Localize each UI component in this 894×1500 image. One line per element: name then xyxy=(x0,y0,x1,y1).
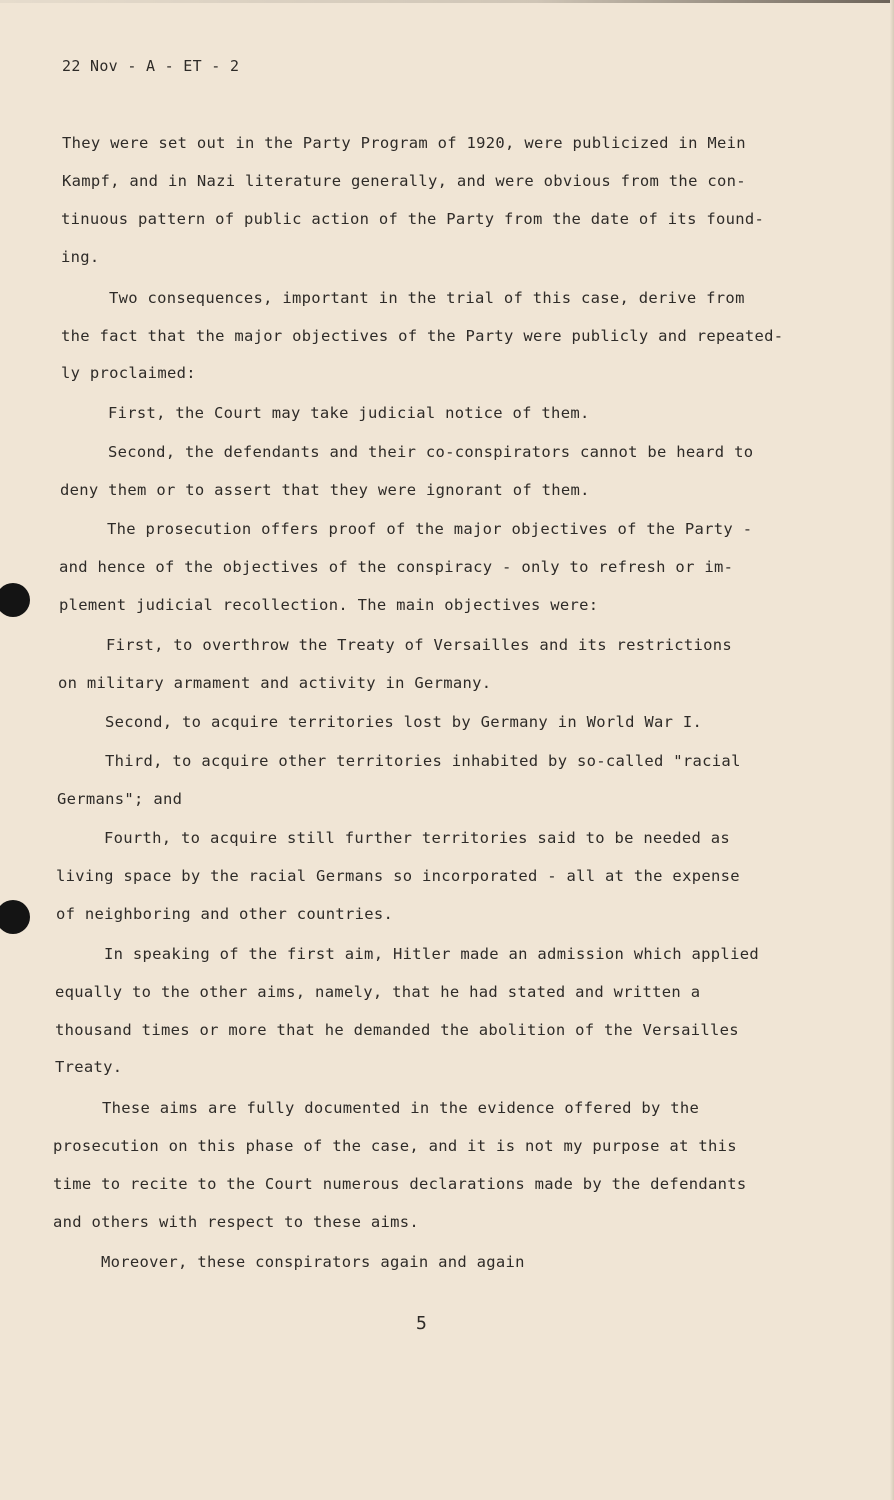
punch-hole-lower xyxy=(0,900,30,934)
page-number: 5 xyxy=(416,1313,427,1334)
text-line: Fourth, to acquire still further territories said to be needed as xyxy=(104,829,731,847)
text-line: These aims are fully documented in the evidence offered by the xyxy=(102,1099,700,1117)
text-line: plement judicial recollection. The main objectives were: xyxy=(59,596,599,614)
text-line: Treaty. xyxy=(55,1058,123,1076)
text-line: of neighboring and other countries. xyxy=(56,905,394,923)
page-right-edge xyxy=(890,0,894,1500)
text-line: living space by the racial Germans so incorporated - all at the expense xyxy=(56,867,740,885)
text-line: and hence of the objectives of the conspiracy - only to refresh or im- xyxy=(59,558,734,576)
page-header: 22 Nov - A - ET - 2 xyxy=(62,57,240,75)
text-line: The prosecution offers proof of the major objectives of the Party - xyxy=(107,520,753,538)
text-line: First, the Court may take judicial notice of them. xyxy=(108,404,590,422)
text-line: prosecution on this phase of the case, and it is not my purpose at this xyxy=(53,1137,737,1155)
text-line: Two consequences, important in the trial of this case, derive from xyxy=(109,289,745,307)
text-line: Kampf, and in Nazi literature generally, and were obvious from the con- xyxy=(62,172,746,190)
text-line: deny them or to assert that they were ignorant of them. xyxy=(60,481,590,499)
text-line: In speaking of the first aim, Hitler made an admission which applied xyxy=(104,945,759,963)
text-line: equally to the other aims, namely, that he had stated and written a xyxy=(55,983,701,1001)
text-line: They were set out in the Party Program of 1920, were publicized in Mein xyxy=(62,134,746,152)
text-line: on military armament and activity in Germany. xyxy=(58,674,492,692)
text-line: tinuous pattern of public action of the Party from the date of its found- xyxy=(61,210,765,228)
text-line: ing. xyxy=(61,248,100,266)
punch-hole-upper xyxy=(0,583,30,617)
text-line: the fact that the major objectives of the Party were publicly and repeated- xyxy=(61,327,784,345)
text-line: Moreover, these conspirators again and again xyxy=(101,1253,525,1271)
text-line: thousand times or more that he demanded the abolition of the Versailles xyxy=(55,1021,739,1039)
text-line: First, to overthrow the Treaty of Versailles and its restrictions xyxy=(106,636,733,654)
page-top-edge xyxy=(0,0,894,3)
text-line: and others with respect to these aims. xyxy=(53,1213,420,1231)
text-line: time to recite to the Court numerous declarations made by the defendants xyxy=(53,1175,747,1193)
text-line: Second, the defendants and their co-conspirators cannot be heard to xyxy=(108,443,754,461)
text-line: ly proclaimed: xyxy=(61,364,196,382)
text-line: Second, to acquire territories lost by Germany in World War I. xyxy=(105,713,703,731)
text-line: Third, to acquire other territories inhabited by so-called "racial xyxy=(105,752,741,770)
text-line: Germans"; and xyxy=(57,790,183,808)
